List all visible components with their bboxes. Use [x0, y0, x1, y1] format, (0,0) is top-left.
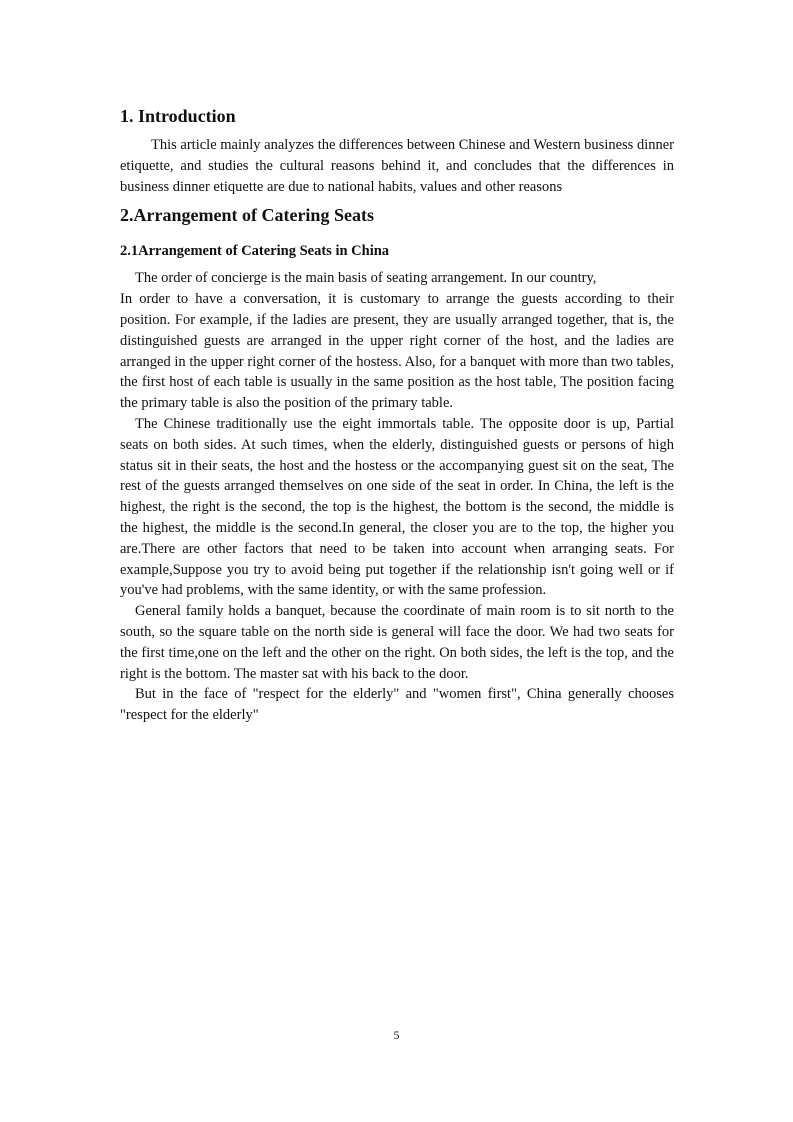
paragraph-1-first-line: The order of concierge is the main basis of seating arrangement. In our country, [135, 270, 597, 287]
paragraph-2: The Chinese traditionally use the eight immortals table. The opposite door is up, Partial seats on both sides. At such times, when the elderly, distinguished guests or persons of high status sit in their seats, the host and the hostess or the accompanying guest sit on the seat, The rest of the guests arranged themselves on one side of the seat in order. In China, the left is the highest, the right is the second, the top is the highest, the bottom is the second, the middle is the highest, the middle is the second.In general, the closer you are to the top, the higher you are.There are other factors that need to be taken into account when arranging seats. For example,Suppose you try to avoid being put together if the relationship isn't going well or if you've had problems, with the same identity, or with the same profession. [120, 415, 674, 599]
section-2-heading: 2.Arrangement of Catering Seats [120, 205, 374, 226]
paragraph-1-continuation: In order to have a conversation, it is customary to arrange the guests according to their position. For example, if the ladies are present, they are usually arranged together, that is, the distinguished guests are arranged in the upper right corner of the host, and the ladies are arranged in the upper right corner of the hostess. Also, for a banquet with more than two tables, the first host of each table is usually in the same position as the host table, The position facing the primary table is also the position of the primary table. [120, 291, 674, 412]
page-content [120, 104, 674, 726]
paragraph-4: But in the face of "respect for the elderly" and "women first", China generally chooses "respect for the elderly" [120, 686, 674, 724]
subsection-2-1-heading: 2.1Arrangement of Catering Seats in China [120, 243, 390, 260]
section-1-heading: 1. Introduction [120, 106, 236, 126]
introduction-paragraph: This article mainly analyzes the differences between Chinese and Western business dinner etiquette, and studies the cultural reasons behind it, and concludes that the differences in business dinner etiquette are due to national habits, values and other reasons [120, 137, 674, 195]
page-number: 5 [393, 1028, 400, 1042]
paragraph-3: General family holds a banquet, because the coordinate of main room is to sit north to the south, so the square table on the north side is general will face the door. We had two seats for the first time,one on the left and the other on the right. On both sides, the left is the top, and the right is the bottom. The master sat with his back to the door. [120, 603, 674, 682]
